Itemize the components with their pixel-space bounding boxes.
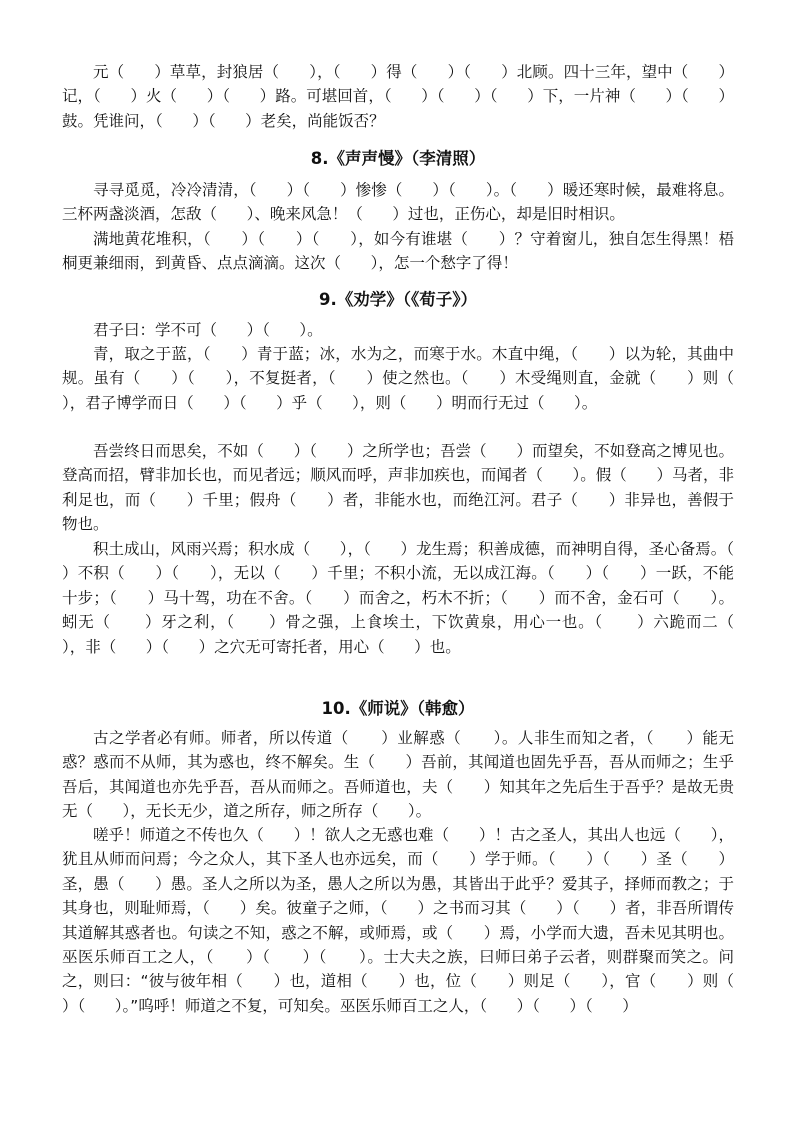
paragraph-yongyule-continued: 元（ ）草草，封狼居（ ），（ ）得（ ）（ ）北顾。四十三年，望中（ ）记，（ ）火（ ）（ ）路。可堪回首，（ ）（ ）（ ）下，一片神（ ）（ ）鼓。凭谁问，（ ）（ ）老矣，尚能饭否？: [62, 63, 734, 130]
paragraph-shishuo-1: 古之学者必有师。师者，所以传道（ ）业解惑（ ）。人非生而知之者，（ ）能无惑？惑而不从师，其为惑也，终不解矣。生（ ）吾前，其闻道也固先乎吾，吾从而师之；生乎吾后，其闻道也亦先乎吾，吾从而师之。吾师道也，夫（ ）知其年之先后生于吾乎？是故无贵无（ ），无长无少，道之所存，师之所存（ ）。: [62, 729, 734, 821]
paragraph-quanxue-3: 吾尝终日而思矣，不如（ ）（ ）之所学也；吾尝（ ）而望矣，不如登高之博见也。登高而招，臂非加长也，而见者远；顺风而呼，声非加疾也，而闻者（ ）。假（ ）马者，非利足也，而（ ）千里；假舟（ ）者，非能水也，而绝江河。君子（ ）非异也，善假于物也。: [62, 442, 734, 534]
paragraph-shengshengman-2: 满地黄花堆积，（ ）（ ）（ ），如今有谁堪（ ）？守着窗儿，独自怎生得黑！梧桐更兼细雨，到黄昏、点点滴滴。这次（ ），怎一个愁字了得！: [62, 230, 734, 273]
paragraph-quanxue-4: 积土成山，风雨兴焉；积水成（ ），（ ）龙生焉；积善成德，而神明自得，圣心备焉。（ ）不积（ ）（ ），无以（ ）千里；不积小流，无以成江海。（ ）（ ）一跃，不能十步；（ ）马十驾，功在不舍。（ ）而舍之，朽木不折；（ ）而不舍，金石可（ ）。蚓无（ ）牙之利，（ ）骨之强，上食埃土，下饮黄泉，用心一也。（ ）六跪而二（ ），非（ ）（ ）之穴无可寄托者，用心（ ）也。: [62, 540, 764, 656]
section-heading-9: 9.《劝学》（《荀子》）: [319, 290, 477, 309]
paragraph-shishuo-2: 嗟乎！师道之不传也久（ ）！欲人之无惑也难（ ）！古之圣人，其出人也远（ ），犹且从师而问焉；今之众人，其下圣人也亦远矣，而（ ）学于师。（ ）（ ）圣（ ）圣，愚（ ）愚。圣人之所以为圣，愚人之所以为愚，其皆出于此乎？爱其子，择师而教之；于其身也，则耻师焉，（ ）矣。彼童子之师，（ ）之书而习其（ ）（ ）者，非吾所谓传其道解其惑者也。句读之不知，惑之不解，或师焉，或（ ）焉，小学而大遗，吾未见其明也。巫医乐师百工之人，（ ）（ ）（ ）。士大夫之族，曰师曰弟子云者，则群聚而笑之。问之，则曰：“彼与彼年相（ ）也，道相（ ）也，位（ ）则足（ ），官（ ）则（ ）（ ）。”呜呼！师道之不复，可知矣。巫医乐师百工之人，（ ）（ ）（ ）: [62, 826, 764, 1015]
paragraph-quanxue-1: 君子曰：学不可（ ）（ ）。: [93, 321, 323, 339]
paragraph-shengshengman-1: 寻寻觅觅，冷冷清清，（ ）（ ）惨惨（ ）（ ）。（ ）暖还寒时候，最难将息。三杯两盏淡酒，怎敌（ ）、晚来风急！（ ）过也，正伤心，却是旧时相识。: [62, 181, 734, 224]
section-heading-10: 10.《师说》（韩愈）: [321, 699, 475, 718]
paragraph-quanxue-2: 青，取之于蓝，（ ）青于蓝；冰，水为之，而寒于水。木直中绳，（ ）以为轮，其曲中规。虽有（ ）（ ），不复挺者，（ ）使之然也。（ ）木受绳则直，金就（ ）则（ ），君子博学而日（ ）（ ）乎（ ），则（ ）明而行无过（ ）。: [62, 345, 764, 412]
section-heading-8: 8.《声声慢》（李清照）: [310, 149, 486, 168]
